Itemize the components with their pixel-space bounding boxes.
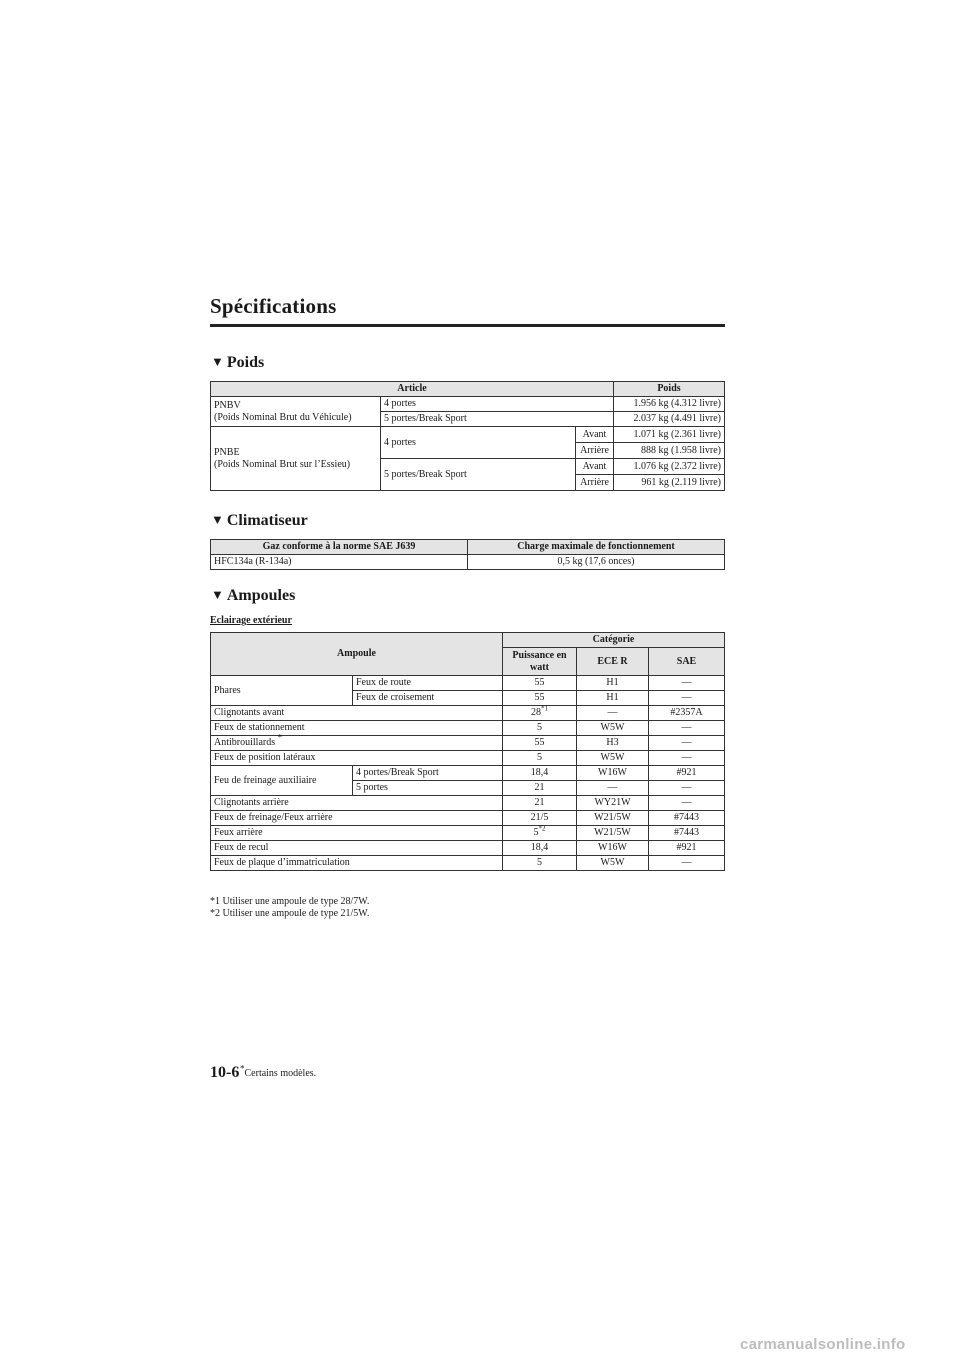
table-cell: 1.956 kg (4.312 livre) — [614, 397, 725, 412]
table-cell: Avant — [576, 427, 614, 443]
table-cell: 5 portes/Break Sport — [381, 412, 614, 427]
col-sae: SAE — [649, 648, 725, 676]
table-cell: 55 — [503, 676, 577, 691]
col-poids: Poids — [614, 382, 725, 397]
col-gaz: Gaz conforme à la norme SAE J639 — [211, 540, 468, 555]
table-cell: H1 — [577, 676, 649, 691]
table-row — [211, 555, 725, 570]
table-cell: 5 — [503, 751, 577, 766]
table-cell: Feux de plaque d’immatriculation — [211, 856, 503, 871]
table-cell: Avant — [576, 459, 614, 475]
table-row — [211, 721, 725, 736]
table-cell: 21 — [503, 796, 577, 811]
table-header-row — [211, 633, 725, 648]
table-cell: 961 kg (2.119 livre) — [614, 475, 725, 491]
table-row — [211, 397, 725, 412]
table-cell: H3 — [577, 736, 649, 751]
table-cell: W21/5W — [577, 826, 649, 841]
table-cell: 18,4 — [503, 841, 577, 856]
table-cell: Clignotants arrière — [211, 796, 503, 811]
table-cell: W5W — [577, 751, 649, 766]
col-ampoule: Ampoule — [211, 633, 503, 676]
pnbe-abbr: PNBE — [214, 446, 240, 458]
section-clim-label: Climatiseur — [226, 512, 308, 529]
table-cell: W16W — [577, 766, 649, 781]
triangle-down-icon: ▼ — [211, 512, 224, 527]
table-cell: 2.037 kg (4.491 livre) — [614, 412, 725, 427]
table-cell: W16W — [577, 841, 649, 856]
table-cell: W5W — [577, 856, 649, 871]
table-cell: — — [577, 781, 649, 796]
poids-table — [210, 381, 725, 491]
table-cell: #921 — [649, 766, 725, 781]
table-cell — [503, 826, 577, 841]
table-cell: W5W — [577, 721, 649, 736]
table-cell: — — [649, 751, 725, 766]
table-cell: Phares — [211, 676, 353, 706]
table-cell: — — [649, 781, 725, 796]
col-charge: Charge maximale de fonctionnement — [468, 540, 725, 555]
table-cell: — — [649, 856, 725, 871]
table-row — [211, 856, 725, 871]
table-row — [211, 706, 725, 721]
section-poids-title — [211, 354, 264, 372]
col-ece-r: ECE R — [577, 648, 649, 676]
table-cell: HFC134a (R-134a) — [211, 555, 468, 570]
page-title: Spécifications — [210, 294, 337, 318]
table-row — [211, 826, 725, 841]
table-header-row — [211, 382, 725, 397]
table-cell: Feux arrière — [211, 826, 503, 841]
table-cell: #921 — [649, 841, 725, 856]
table-cell: 55 — [503, 691, 577, 706]
section-poids-label: Poids — [226, 354, 265, 371]
watermark[interactable]: carmanualsonline.info — [740, 1336, 906, 1353]
table-cell: 55 — [503, 736, 577, 751]
table-cell: WY21W — [577, 796, 649, 811]
table-cell: Feux de route — [353, 676, 503, 691]
triangle-down-icon: ▼ — [211, 587, 224, 602]
table-cell: 21 — [503, 781, 577, 796]
models-note-text: Certains modèles. — [244, 1068, 317, 1079]
table-cell: — — [649, 796, 725, 811]
table-cell: 5 — [503, 721, 577, 736]
section-clim-title — [211, 512, 308, 530]
table-cell — [211, 732, 503, 751]
table-cell: 0,5 kg (17,6 onces) — [468, 555, 725, 570]
table-cell: — — [649, 721, 725, 736]
table-row — [211, 766, 725, 781]
col-puissance: Puissance en watt — [503, 648, 577, 676]
table-cell: Feux de recul — [211, 841, 503, 856]
section-ampoules-title — [211, 587, 295, 605]
table-cell: #7443 — [649, 826, 725, 841]
table-cell — [503, 706, 577, 721]
table-row — [211, 751, 725, 766]
table-cell: — — [649, 736, 725, 751]
table-cell: 4 portes/Break Sport — [353, 766, 503, 781]
table-cell: #7443 — [649, 811, 725, 826]
table-cell: Feux de stationnement — [211, 721, 503, 736]
table-row — [211, 811, 725, 826]
table-cell: 4 portes — [381, 397, 614, 412]
watt-value: 28 — [531, 707, 541, 718]
table-row — [211, 676, 725, 691]
table-cell: Feux de position latéraux — [211, 751, 503, 766]
col-article: Article — [211, 382, 614, 397]
table-cell: 21/5 — [503, 811, 577, 826]
table-cell: 1.071 kg (2.361 livre) — [614, 427, 725, 443]
footnote-ref: *1 — [541, 704, 548, 713]
pnbv-label — [211, 397, 381, 427]
table-cell: 4 portes — [381, 427, 576, 459]
table-cell: Clignotants avant — [211, 706, 503, 721]
table-header-row — [211, 540, 725, 555]
clim-table — [210, 539, 725, 570]
table-cell: Arrière — [576, 443, 614, 459]
table-cell: 5 portes — [353, 781, 503, 796]
models-note — [240, 1063, 317, 1079]
triangle-down-icon: ▼ — [211, 354, 224, 369]
table-row — [211, 427, 725, 443]
footnote-ref: *2 — [538, 824, 546, 833]
table-cell: Arrière — [576, 475, 614, 491]
table-cell: #2357A — [649, 706, 725, 721]
subhead-eclairage: Eclairage extérieur — [210, 615, 292, 626]
pnbv-desc: (Poids Nominal Brut du Véhicule) — [214, 411, 352, 423]
footnote-1: *1 Utiliser une ampoule de type 28/7W. — [210, 896, 370, 907]
table-cell: 5 portes/Break Sport — [381, 459, 576, 491]
header-rule — [210, 324, 725, 327]
table-cell: — — [577, 706, 649, 721]
col-categorie: Catégorie — [503, 633, 725, 648]
table-cell: W21/5W — [577, 811, 649, 826]
table-cell: 18,4 — [503, 766, 577, 781]
star-marker-icon: * — [240, 1063, 245, 1074]
table-row — [211, 796, 725, 811]
row-label: Antibrouillards — [214, 737, 276, 748]
table-cell: — — [649, 676, 725, 691]
footnote-2: *2 Utiliser une ampoule de type 21/5W. — [210, 908, 370, 919]
pnbe-desc: (Poids Nominal Brut sur l’Essieu) — [214, 458, 351, 470]
watt-value: 5 — [533, 827, 539, 838]
ampoules-table — [210, 632, 725, 871]
table-row — [211, 736, 725, 751]
table-cell: — — [649, 691, 725, 706]
star-marker-icon: * — [277, 732, 283, 743]
table-row — [211, 841, 725, 856]
table-cell: 1.076 kg (2.372 livre) — [614, 459, 725, 475]
table-cell: 5 — [503, 856, 577, 871]
table-cell: H1 — [577, 691, 649, 706]
pnbv-abbr: PNBV — [214, 399, 241, 411]
pnbe-label — [211, 427, 381, 491]
footnotes — [210, 896, 369, 920]
table-cell: Feux de freinage/Feux arrière — [211, 811, 503, 826]
section-ampoules-label: Ampoules — [226, 587, 296, 604]
table-cell: 888 kg (1.958 livre) — [614, 443, 725, 459]
table-cell: Feux de croisement — [353, 691, 503, 706]
table-cell: Feu de freinage auxiliaire — [211, 766, 353, 796]
page-number: 10-6 — [210, 1064, 240, 1081]
